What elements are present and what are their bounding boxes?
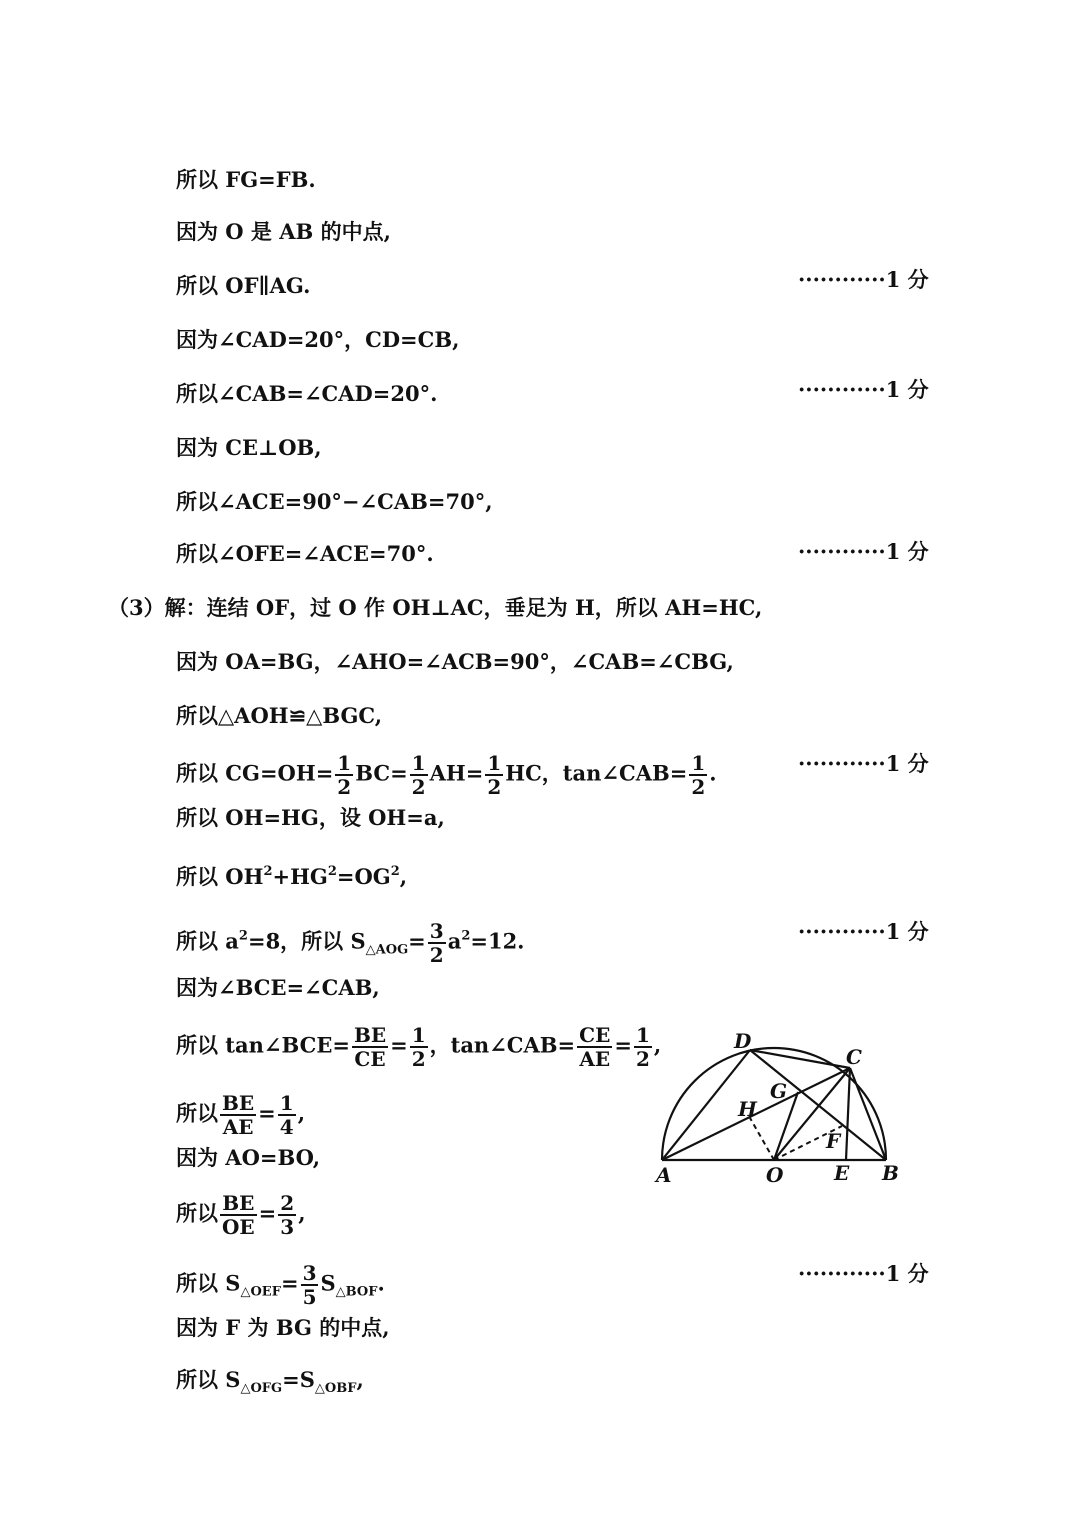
text: AH=	[429, 760, 484, 786]
line-part3-intro: （3）解：连结 OF，过 O 作 OH⊥AC，垂足为 H，所以 AH=HC,	[108, 595, 763, 620]
geometry-figure	[650, 1020, 910, 1190]
fraction: $\frac{1}{4}$	[279, 1091, 294, 1139]
line-area-ofg: 所以 $S_{\triangle OFG}=S_{\triangle OBF}$,	[176, 1367, 364, 1396]
line-congruent: 所以△AOH≌△BGC,	[176, 703, 383, 728]
label-e: E	[834, 1161, 850, 1185]
line-ao-bo: 因为 AO=BO,	[176, 1145, 321, 1170]
line-ce-perp-ob: 因为 CE⊥OB,	[176, 435, 322, 460]
fraction: $\frac{1}{2}$	[337, 751, 352, 799]
line-ofe-70: 所以∠OFE=∠ACE=70°.	[176, 541, 434, 566]
line-o-midpoint: 因为 O 是 AB 的中点,	[176, 219, 391, 244]
score-mark-6: ············1 分	[798, 1261, 929, 1286]
fraction: $\frac{1}{2}$	[487, 751, 502, 799]
fraction: $\frac{1}{2}$	[411, 1023, 426, 1071]
line-bce-cab: 因为∠BCE=∠CAB,	[176, 975, 380, 1000]
label-c: C	[846, 1045, 862, 1069]
line-pythagoras: 所以 $OH^2+HG^2=OG^2$,	[176, 864, 408, 889]
segment-ce	[846, 1068, 850, 1160]
score-mark-3: ············1 分	[798, 539, 929, 564]
line-area-oef: 所以 $S_{\triangle OEF}=$ $\frac{3}{5}$ $S_{\triangle BOF}$.	[176, 1261, 385, 1309]
text: HC，tan∠CAB=	[505, 760, 688, 786]
label-d: D	[734, 1029, 752, 1053]
line-cad-20: 因为∠CAD=20°，CD=CB,	[176, 327, 460, 352]
label-o: O	[766, 1163, 784, 1187]
dashed-oh	[750, 1118, 774, 1160]
line-be-ae: 所以 $\frac{BE}{AE}$ = $\frac{1}{4}$ ,	[176, 1091, 305, 1139]
line-oh-hg: 所以 OH=HG，设 OH=a,	[176, 805, 445, 830]
fraction: $\frac{3}{2}$	[429, 919, 444, 967]
line-tan-values: 所以 tan∠BCE= $\frac{BE}{CE}$ = $\frac{1}{2}$ ，tan∠CAB= $\frac{CE}{AE}$ = $\frac{1}{2}$ ,	[176, 1023, 662, 1071]
fraction: $\frac{BE}{OE}$	[222, 1191, 255, 1239]
label-g: G	[770, 1079, 788, 1103]
line-fg-fb: 所以 FG=FB.	[176, 167, 316, 192]
fraction: $\frac{2}{3}$	[280, 1191, 295, 1239]
fraction: $\frac{1}{2}$	[635, 1023, 650, 1071]
score-mark-5: ············1 分	[798, 919, 929, 944]
line-area-aog: 所以 $a^2=8$，所以 $S_{\triangle AOG}=$ $\frac{3}{2}$ $a^2=12$.	[176, 919, 525, 967]
line-ace-70: 所以∠ACE=90°−∠CAB=70°,	[176, 489, 493, 514]
label-h: H	[738, 1097, 757, 1121]
line-be-oe: 所以 $\frac{BE}{OE}$ = $\frac{2}{3}$ ,	[176, 1191, 306, 1239]
fraction: $\frac{BE}{CE}$	[353, 1023, 387, 1071]
fraction: $\frac{1}{2}$	[411, 751, 426, 799]
label-b: B	[882, 1161, 899, 1185]
line-cg-oh	[176, 752, 717, 798]
score-mark-1: ············1 分	[798, 267, 929, 292]
fraction: $\frac{CE}{AE}$	[579, 1023, 611, 1071]
text: 所以 CG=OH=	[176, 760, 334, 786]
line-oa-bg: 因为 OA=BG，∠AHO=∠ACB=90°，∠CAB=∠CBG,	[176, 649, 734, 674]
score-mark-2: ············1 分	[798, 377, 929, 402]
label-f: F	[826, 1129, 841, 1153]
text: BC=	[355, 760, 408, 786]
fraction: $\frac{3}{5}$	[302, 1261, 317, 1309]
segment-dc	[750, 1050, 850, 1068]
label-a: A	[656, 1163, 672, 1187]
score-mark-4: ············1 分	[798, 751, 929, 776]
text: .	[709, 760, 717, 786]
line-f-midpoint: 因为 F 为 BG 的中点,	[176, 1315, 390, 1340]
line-cab-20: 所以∠CAB=∠CAD=20°.	[176, 381, 438, 406]
fraction: $\frac{BE}{AE}$	[222, 1091, 255, 1139]
line-of-parallel-ag: 所以 OF∥AG.	[176, 273, 311, 298]
fraction: $\frac{1}{2}$	[691, 751, 706, 799]
